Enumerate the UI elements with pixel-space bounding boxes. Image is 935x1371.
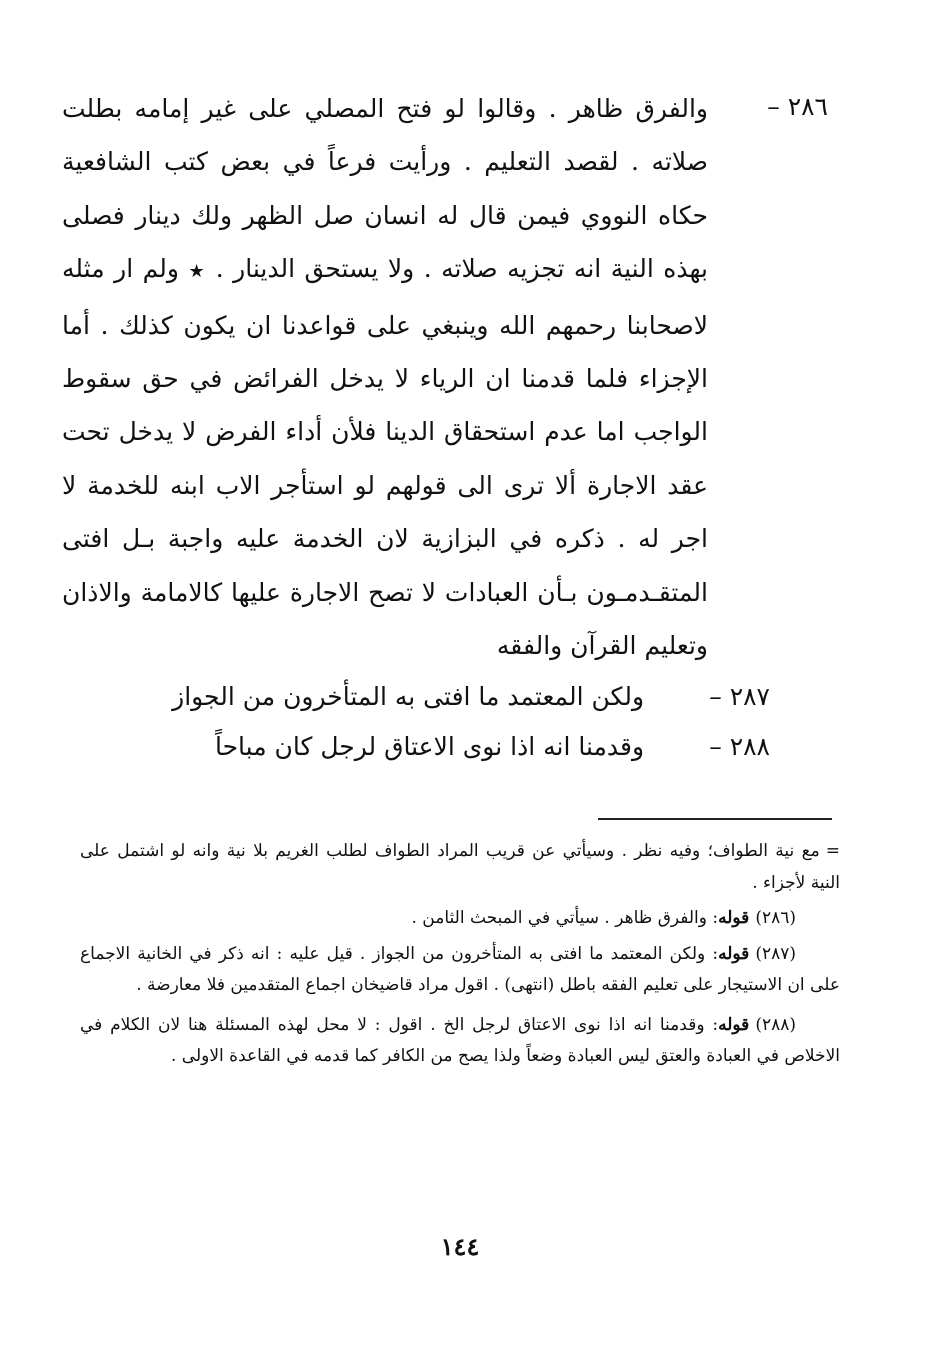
- entry-number: ٢٨٨ –: [709, 732, 770, 762]
- footnote-keyword: قوله: [718, 908, 750, 928]
- footnotes: [80, 836, 840, 1073]
- footnote-keyword: قوله: [718, 943, 750, 964]
- footnote-text: : وقدمنا انه اذا نوى الاعتاق لرجل الخ . اقول : لا محل لهذه المسئلة هنا لان الكلام في الاخلاص في العبادة والعتق ليس العبادة وضعاً ولذا يصح من الكافر كما قدمه في القاعدة الاولى .: [80, 1014, 840, 1066]
- entry-number: ٢٨٧ –: [709, 682, 770, 712]
- entry-text: ولكن المعتمد ما افتى به المتأخرون من الجواز: [172, 682, 645, 712]
- continuation-text: مع نية الطواف؛ وفيه نظر . وسيأتي عن قريب المراد الطواف لطلب الغريم بلا نية وانه لو اشتمل على النية لأجزاء .: [80, 841, 840, 893]
- entry-text-continued: ولم ار مثله لاصحابنا رحمهم الله وينبغي على قواعدنا ان يكون كذلك . أما الإجزاء فلما قدمنا ان الرياء لا يدخل الفرائض في حق سقوط الواجب اما عدم استحقاق الدينا فلأن أداء الفرض لا يدخل تحت عقد الاجارة ألا ترى الى قولهم لو استأجر الاب ابنه للخدمة لا اجر له . ذكره في البزازية لان الخدمة عليه واجبة بـل افتى المتقـدمـون بـأن العبادات لا تصح الاجارة عليها كالامامة والاذان وتعليم القرآن والفقه: [62, 254, 708, 661]
- main-text: [62, 82, 828, 772]
- star-icon: ★: [188, 261, 207, 283]
- footnote-keyword: قوله: [718, 1014, 750, 1035]
- footnote-text: : ولكن المعتمد ما افتى به المتأخرون من الجواز . قيل عليه : انه ذكر في الخانية الاجماع على ان الاستيجار على تعليم الفقه باطل (انتهى) . اقول مراد قاضيخان اجماع المتقدمين فلا معارضة .: [80, 943, 840, 995]
- entry-text: وقدمنا انه اذا نوى الاعتاق لرجل كان مباحاً: [214, 732, 645, 762]
- entry-288: [62, 722, 770, 772]
- entry-body: [62, 82, 708, 672]
- footnote-text: : والفرق ظاهر . سيأتي في المبحث الثامن .: [411, 908, 719, 928]
- footnote-continuation: [80, 836, 840, 899]
- page-number: ١٤٤: [440, 1232, 480, 1261]
- entry-286: [62, 82, 828, 672]
- footnote-ref: (٢٨٨): [755, 1014, 796, 1035]
- footnote-ref: (٢٨٦): [755, 908, 796, 928]
- footnote-divider: [598, 818, 832, 820]
- footnote-288: [80, 1010, 840, 1073]
- entry-text: والفرق ظاهر . وقالوا لو فتح المصلي على غير إمامه بطلت صلاته . لقصد التعليم . ورأيت فرعاً في بعض كتب الشافعية حكاه النووي فيمن قال له انسان صل الظهر ولك دينار فصلى بهذه النية انه تجزيه صلاته . ولا يستحق الدينار .: [62, 94, 708, 284]
- footnote-286: [80, 903, 840, 935]
- entry-287: [62, 672, 770, 722]
- entry-number: ٢٨٦ –: [767, 92, 828, 121]
- footnote-ref: (٢٨٧): [755, 943, 796, 964]
- footnote-287: [80, 939, 840, 1002]
- continuation-mark: =: [825, 841, 840, 861]
